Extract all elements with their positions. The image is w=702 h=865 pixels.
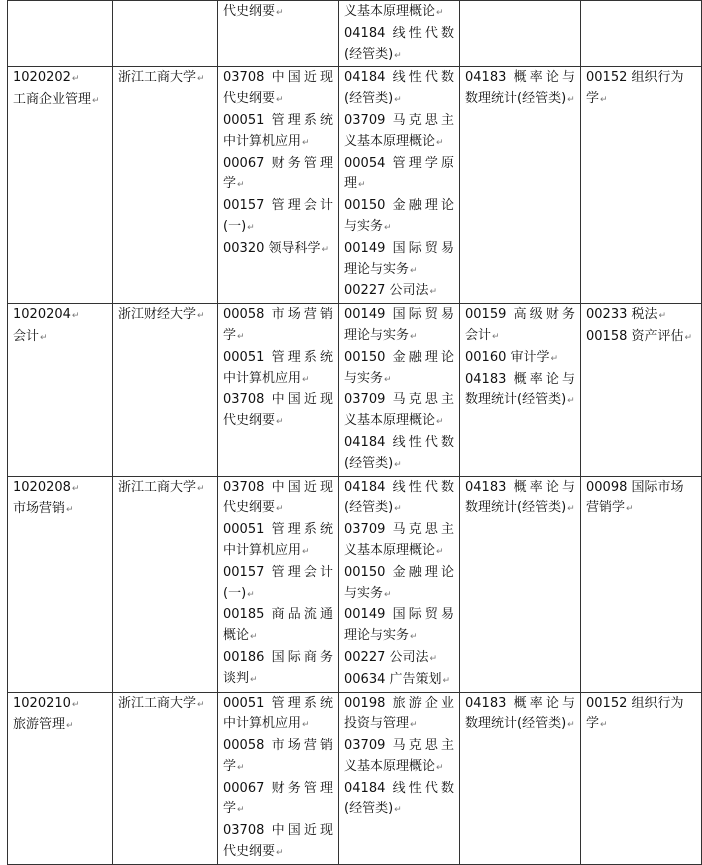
course-entry: 00054 管理学原理↵ (344, 155, 454, 192)
paragraph-mark-icon: ↵ (394, 50, 402, 61)
major-name: 旅游管理↵ (13, 717, 74, 733)
course-entry: 00320 领导科学↵ (223, 240, 330, 256)
major-cell (8, 304, 113, 476)
paragraph-mark-icon: ↵ (276, 417, 284, 428)
course-entry: 00198 旅游企业投资与管理↵ (344, 695, 454, 732)
paragraph-mark-icon: ↵ (66, 505, 74, 516)
course-entry: 00634 广告策划↵ (344, 671, 451, 687)
course-entry: 04183 概率论与数理统计(经管类)↵ (465, 371, 575, 408)
course-table-body (8, 1, 702, 865)
paragraph-mark-icon: ↵ (71, 74, 80, 85)
school-name: 浙江财经大学↵ (118, 307, 205, 323)
course-entry: 00157 管理会计(一)↵ (223, 564, 333, 601)
course-cell-2 (339, 304, 460, 476)
paragraph-mark-icon: ↵ (410, 720, 418, 731)
major-code: 1020204↵ (13, 307, 80, 323)
course-entry: 04183 概率论与数理统计(经管类)↵ (465, 695, 575, 732)
course-entry: 00051 管理系统中计算机应用↵ (223, 112, 333, 149)
course-entry: 04184 线性代数(经管类)↵ (344, 434, 454, 471)
course-entry: 00149 国际贸易理论与实务↵ (344, 607, 454, 644)
paragraph-mark-icon: ↵ (600, 720, 608, 731)
course-entry: 04184 线性代数(经管类)↵ (344, 780, 454, 817)
course-entry: 03709 马克思主义基本原理概论↵ (344, 392, 454, 429)
course-entry: 00150 金融理论与实务↵ (344, 349, 454, 386)
major-code: 1020210↵ (13, 695, 80, 711)
course-cell-1 (218, 304, 339, 476)
major-cell (8, 67, 113, 304)
paragraph-mark-icon: ↵ (40, 332, 48, 343)
table-row (8, 304, 702, 476)
major-cell (8, 1, 113, 67)
major-cell (8, 692, 113, 864)
paragraph-mark-icon: ↵ (626, 504, 634, 515)
paragraph-mark-icon: ↵ (302, 137, 310, 148)
paragraph-mark-icon: ↵ (394, 459, 402, 470)
paragraph-mark-icon: ↵ (550, 353, 559, 364)
course-cell-1 (218, 476, 339, 692)
school-cell (113, 692, 218, 864)
paragraph-mark-icon: ↵ (394, 504, 402, 515)
course-entry: 00051 管理系统中计算机应用↵ (223, 349, 333, 386)
course-cell-4 (581, 67, 702, 304)
course-entry: 00152 组织行为学↵ (586, 695, 684, 732)
major-cell (8, 476, 113, 692)
course-entry: 03709 马克思主义基本原理概论↵ (344, 112, 454, 149)
paragraph-mark-icon: ↵ (429, 287, 438, 298)
paragraph-mark-icon: ↵ (247, 222, 255, 233)
paragraph-mark-icon: ↵ (658, 311, 667, 322)
course-entry: 00149 国际贸易理论与实务↵ (344, 240, 454, 277)
course-entry: 00158 资产评估↵ (586, 328, 693, 344)
paragraph-mark-icon: ↵ (66, 721, 74, 732)
course-entry: 00152 组织行为学↵ (586, 70, 684, 107)
paragraph-mark-icon: ↵ (197, 311, 205, 322)
paragraph-mark-icon: ↵ (384, 589, 392, 600)
course-cell-2 (339, 1, 460, 67)
course-entry: 00227 公司法↵ (344, 649, 438, 665)
course-entry: 00233 税法↵ (586, 307, 667, 323)
course-entry: 00051 管理系统中计算机应用↵ (223, 522, 333, 558)
paragraph-mark-icon: ↵ (302, 374, 310, 385)
course-entry: 00186 国际商务谈判↵ (223, 649, 333, 686)
paragraph-mark-icon: ↵ (384, 374, 392, 385)
paragraph-mark-icon: ↵ (237, 762, 245, 773)
paragraph-mark-icon: ↵ (276, 504, 284, 515)
paragraph-mark-icon: ↵ (92, 96, 100, 107)
course-cell-4 (581, 304, 702, 476)
paragraph-mark-icon: ↵ (250, 674, 258, 685)
course-entry: 00159 高级财务会计↵ (465, 307, 575, 343)
paragraph-mark-icon: ↵ (436, 762, 444, 773)
paragraph-mark-icon: ↵ (237, 805, 245, 816)
paragraph-mark-icon: ↵ (276, 8, 284, 18)
course-entry: 00098 国际市场营销学↵ (586, 479, 684, 516)
course-entry: 00160 审计学↵ (465, 349, 559, 365)
course-entry: 03709 马克思主义基本原理概论↵ (344, 738, 454, 774)
paragraph-mark-icon: ↵ (276, 848, 284, 859)
course-entry: 00149 国际贸易理论与实务↵ (344, 307, 454, 343)
course-entry: 04184 线性代数(经管类)↵ (344, 70, 454, 107)
paragraph-mark-icon: ↵ (237, 331, 245, 342)
paragraph-mark-icon: ↵ (302, 546, 310, 557)
paragraph-mark-icon: ↵ (394, 95, 402, 106)
paragraph-mark-icon: ↵ (247, 589, 255, 600)
school-cell (113, 1, 218, 67)
school-name: 浙江工商大学↵ (118, 695, 205, 711)
paragraph-mark-icon: ↵ (492, 331, 500, 342)
course-cell-2 (339, 476, 460, 692)
school-name: 浙江工商大学↵ (118, 70, 205, 86)
course-entry: 00051 管理系统中计算机应用↵ (223, 695, 333, 732)
course-cell-4 (581, 692, 702, 864)
course-cell-3 (460, 476, 581, 692)
course-entry: 04183 概率论与数理统计(经管类)↵ (465, 479, 575, 516)
paragraph-mark-icon: ↵ (71, 699, 80, 710)
school-name: 浙江工商大学↵ (118, 479, 205, 495)
course-cell-3 (460, 304, 581, 476)
major-name: 会计↵ (13, 328, 48, 344)
course-entry: 00227 公司法↵ (344, 283, 438, 299)
course-entry: 00067 财务管理学↵ (223, 780, 333, 817)
paragraph-mark-icon: ↵ (567, 396, 575, 407)
course-cell-1 (218, 67, 339, 304)
course-entry: 代史纲要↵ (223, 4, 284, 19)
paragraph-mark-icon: ↵ (321, 244, 330, 255)
course-entry: 00150 金融理论与实务↵ (344, 198, 454, 234)
course-entry: 04184 线性代数(经管类)↵ (344, 25, 454, 62)
paragraph-mark-icon: ↵ (442, 675, 451, 686)
course-entry: 03708 中国近现代史纲要↵ (223, 392, 333, 429)
paragraph-mark-icon: ↵ (567, 720, 575, 731)
paragraph-mark-icon: ↵ (302, 720, 310, 731)
school-cell (113, 476, 218, 692)
course-entry: 03708 中国近现代史纲要↵ (223, 479, 333, 516)
paragraph-mark-icon: ↵ (410, 331, 418, 342)
course-cell-1 (218, 692, 339, 864)
course-entry: 00058 市场营销学↵ (223, 738, 333, 774)
paragraph-mark-icon: ↵ (197, 699, 205, 710)
course-entry: 04183 概率论与数理统计(经管类)↵ (465, 70, 575, 107)
school-cell (113, 304, 218, 476)
course-entry: 00058 市场营销学↵ (223, 307, 333, 343)
course-cell-4 (581, 1, 702, 67)
major-code: 1020202↵ (13, 70, 80, 86)
paragraph-mark-icon: ↵ (276, 95, 284, 106)
major-name: 市场营销↵ (13, 501, 74, 517)
course-entry: 03708 中国近现代史纲要↵ (223, 70, 333, 107)
major-code: 1020208↵ (13, 479, 80, 495)
table-row (8, 1, 702, 67)
course-entry: 00157 管理会计(一)↵ (223, 198, 333, 234)
paragraph-mark-icon: ↵ (436, 546, 444, 557)
course-entry: 00185 商品流通概论↵ (223, 607, 333, 644)
paragraph-mark-icon: ↵ (71, 311, 80, 322)
paragraph-mark-icon: ↵ (384, 222, 392, 233)
course-cell-1 (218, 1, 339, 67)
paragraph-mark-icon: ↵ (197, 483, 205, 494)
course-cell-2 (339, 692, 460, 864)
major-name: 工商企业管理↵ (13, 92, 100, 108)
course-cell-3 (460, 67, 581, 304)
paragraph-mark-icon: ↵ (410, 632, 418, 643)
table-row (8, 67, 702, 304)
course-cell-3 (460, 1, 581, 67)
paragraph-mark-icon: ↵ (410, 265, 418, 276)
course-entry: 义基本原理概论↵ (344, 4, 444, 19)
paragraph-mark-icon: ↵ (197, 74, 205, 85)
paragraph-mark-icon: ↵ (394, 805, 402, 816)
paragraph-mark-icon: ↵ (436, 137, 444, 148)
paragraph-mark-icon: ↵ (567, 504, 575, 515)
course-cell-2 (339, 67, 460, 304)
paragraph-mark-icon: ↵ (567, 95, 575, 106)
paragraph-mark-icon: ↵ (250, 632, 258, 643)
course-entry: 03708 中国近现代史纲要↵ (223, 823, 333, 860)
course-cell-3 (460, 692, 581, 864)
course-entry: 03709 马克思主义基本原理概论↵ (344, 522, 454, 558)
paragraph-mark-icon: ↵ (600, 95, 608, 106)
paragraph-mark-icon: ↵ (358, 180, 366, 191)
paragraph-mark-icon: ↵ (684, 332, 693, 343)
course-entry: 04184 线性代数(经管类)↵ (344, 479, 454, 516)
table-row (8, 692, 702, 864)
paragraph-mark-icon: ↵ (71, 483, 80, 494)
paragraph-mark-icon: ↵ (436, 8, 444, 18)
paragraph-mark-icon: ↵ (429, 653, 438, 664)
paragraph-mark-icon: ↵ (436, 417, 444, 428)
course-entry: 00067 财务管理学↵ (223, 155, 333, 192)
table-row (8, 476, 702, 692)
paragraph-mark-icon: ↵ (237, 180, 245, 191)
course-table (7, 0, 702, 865)
school-cell (113, 67, 218, 304)
course-entry: 00150 金融理论与实务↵ (344, 564, 454, 601)
course-cell-4 (581, 476, 702, 692)
